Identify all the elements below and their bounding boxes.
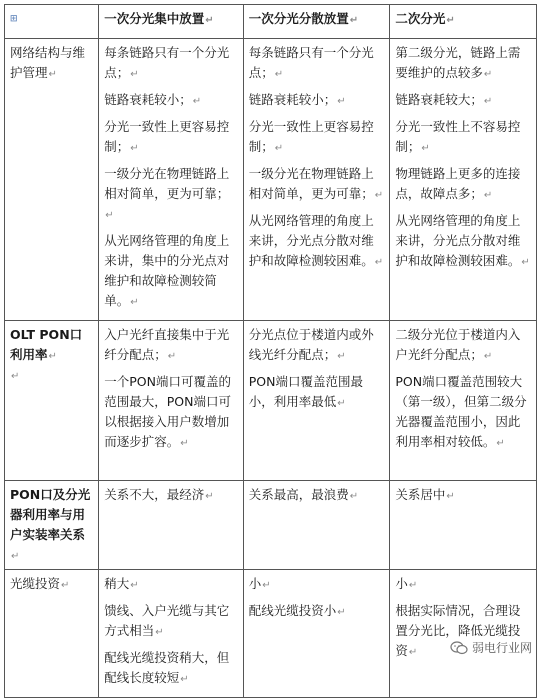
header-row: [5, 5, 537, 39]
table-anchor-icon: ⊞: [10, 14, 18, 24]
header-cell-empty: [5, 5, 99, 39]
table-cell: 关系不大，最经济↵: [99, 481, 244, 570]
wechat-icon: [450, 641, 468, 655]
table-row: [5, 39, 537, 321]
table-cell: 入户光纤直接集中于光纤分配点；↵ 一个PON端口可覆盖的范围最大，PON端口可以根据接入用户数增加而逐步扩容。↵: [99, 321, 244, 481]
comparison-table: [4, 4, 537, 698]
table-cell: 小↵ 配线光缆投资小↵: [243, 570, 390, 698]
watermark-text: 弱电行业网: [471, 641, 532, 655]
table-cell: 关系居中↵: [390, 481, 537, 570]
table-cell: 每条链路只有一个分光点；↵ 链路衰耗较小；↵ 分光一致性上更容易控制；↵ 一级分光在物理链路上相对简单，更为可靠；↵ 从光网络管理的角度上来讲，分光点分散对维护和故障检测较困难。↵: [243, 39, 390, 321]
table-row: [5, 321, 537, 481]
table-cell: 稍大↵ 馈线、入户光缆与其它方式相当↵ 配线光缆投资稍大，但配线长度较短↵: [99, 570, 244, 698]
header-cell: 一次分光分散放置↵: [243, 5, 390, 39]
header-cell: 一次分光集中放置↵: [99, 5, 244, 39]
row-label: PON口及分光器利用率与用户实装率关系↵: [5, 481, 99, 570]
table-cell: 小↵ 根据实际情况，合理设置分光比，降低光缆投资↵: [390, 570, 537, 698]
table-cell: 第二级分光，链路上需要维护的点较多↵ 链路衰耗较大；↵ 分光一致性上不容易控制；↵ 物理链路上更多的连接点，故障点多；↵ 从光网络管理的角度上来讲，分光点分散对维护和故障检测较困难。↵: [390, 39, 537, 321]
row-label: 网络结构与维护管理↵: [5, 39, 99, 321]
table-cell: 关系最高，最浪费↵: [243, 481, 390, 570]
table-cell: 每条链路只有一个分光点；↵ 链路衰耗较小；↵ 分光一致性上更容易控制；↵ 一级分光在物理链路上相对简单，更为可靠；↵ 从光网络管理的角度上来讲，集中的分光点对维护和故障检测较简单。↵: [99, 39, 244, 321]
header-cell: 二次分光↵: [390, 5, 537, 39]
table-cell: 二级分光位于楼道内入户光纤分配点；↵ PON端口覆盖范围较大（第一级），但第二级分光器覆盖范围小，因此利用率相对较低。↵: [390, 321, 537, 481]
row-label: 光缆投资↵: [5, 570, 99, 698]
watermark: [450, 639, 532, 656]
row-label: OLT PON口利用率↵ ↵: [5, 321, 99, 481]
table-row: [5, 570, 537, 698]
table-cell: 分光点位于楼道内或外线光纤分配点；↵ PON端口覆盖范围最小，利用率最低↵: [243, 321, 390, 481]
table-row: [5, 481, 537, 570]
